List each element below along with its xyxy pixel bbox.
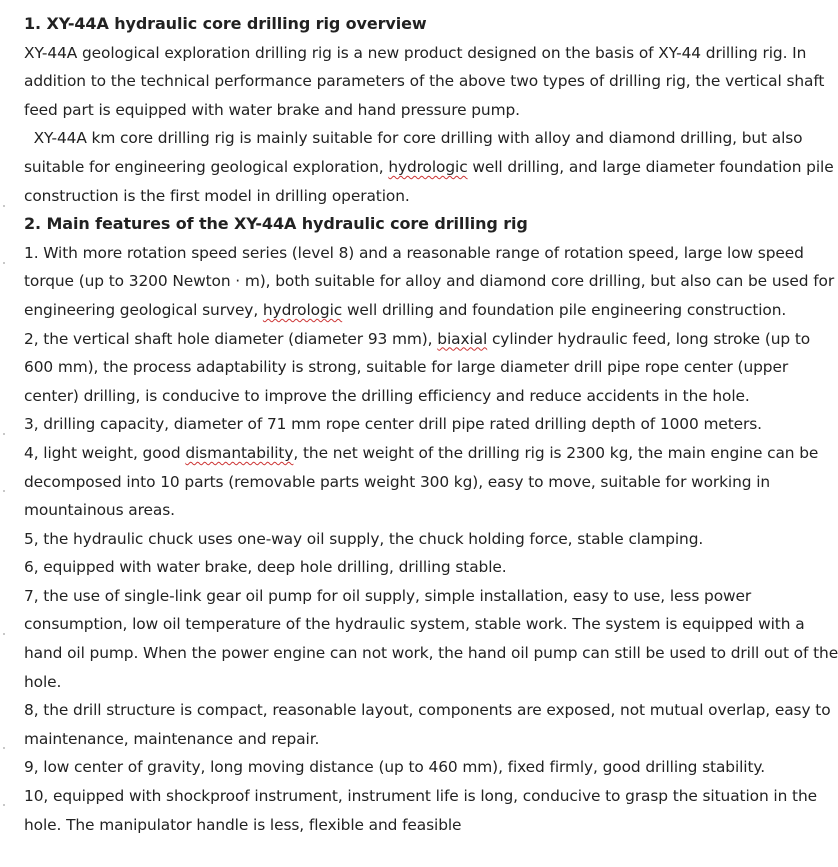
text-line: 8, the drill structure is compact, reasonable layout, components are exposed, not mutual overlap, easy to <box>24 701 831 720</box>
text-line: hole. <box>24 672 62 691</box>
text-line: consumption, low oil temperature of the hydraulic system, stable work. The system is equipped with a <box>24 615 805 634</box>
text-line: 1. With more rotation speed series (level 8) and a reasonable range of rotation speed, large low speed <box>24 243 804 262</box>
text-span: well drilling and foundation pile engineering construction. <box>342 300 787 319</box>
text-line: torque (up to 3200 Newton · m), both suitable for alloy and diamond core drilling, but also can be used for <box>24 272 835 291</box>
text-line: decomposed into 10 parts (removable parts weight 300 kg), easy to move, suitable for working in <box>24 472 771 491</box>
spellcheck-word: dismantability <box>185 443 294 462</box>
text-line: XY-44A km core drilling rig is mainly suitable for core drilling with alloy and diamond drilling, but also <box>24 129 803 148</box>
text-line: hole. The manipulator handle is less, flexible and feasible <box>24 815 462 834</box>
feature-10 <box>24 782 817 839</box>
spellcheck-word: biaxial <box>437 329 488 348</box>
section-heading-features: 2. Main features of the XY-44A hydraulic core drilling rig <box>24 214 528 234</box>
text-span: suitable for engineering geological exploration, <box>24 157 389 176</box>
text-line: 10, equipped with shockproof instrument, instrument life is long, conducive to grasp the situation in the <box>24 787 817 806</box>
document-body <box>24 10 838 839</box>
feature-6: 6, equipped with water brake, deep hole drilling, drilling stable. <box>24 558 507 577</box>
spellcheck-word: hydrologic <box>262 300 343 319</box>
feature-9: 9, low center of gravity, long moving distance (up to 460 mm), fixed firmly, good drilling stability. <box>24 758 766 777</box>
text-line: 7, the use of single-link gear oil pump for oil supply, simple installation, easy to use, less power <box>24 586 752 605</box>
feature-3: 3, drilling capacity, diameter of 71 mm rope center drill pipe rated drilling depth of 1000 meters. <box>24 415 762 434</box>
feature-2 <box>24 325 811 411</box>
text-line: addition to the technical performance parameters of the above two types of drilling rig, the vertical shaft <box>24 72 825 91</box>
text-line <box>24 296 786 325</box>
text-line <box>24 325 811 354</box>
text-line: 600 mm), the process adaptability is strong, suitable for large diameter drill pipe rope center (upper <box>24 358 789 377</box>
text-line: feed part is equipped with water brake and hand pressure pump. <box>24 100 520 119</box>
feature-5: 5, the hydraulic chuck uses one-way oil supply, the chuck holding force, stable clamping. <box>24 529 704 548</box>
feature-1 <box>24 239 835 325</box>
text-line <box>24 153 834 182</box>
overview-paragraph-1 <box>24 39 825 125</box>
text-span: 4, light weight, good <box>24 443 186 462</box>
text-span: well drilling, and large diameter foundation pile <box>467 157 834 176</box>
feature-7 <box>24 582 838 696</box>
text-line: XY-44A geological exploration drilling rig is a new product designed on the basis of XY-44 drilling rig. In <box>24 43 807 62</box>
overview-paragraph-2 <box>24 124 834 210</box>
section-heading-overview: 1. XY-44A hydraulic core drilling rig overview <box>24 14 427 33</box>
text-line: center) drilling, is conducive to improve the drilling efficiency and reduce accidents in the hole. <box>24 386 750 405</box>
text-span: , the net weight of the drilling rig is 2300 kg, the main engine can be <box>293 443 819 462</box>
text-line: mountainous areas. <box>24 501 175 520</box>
text-line: construction is the first model in drilling operation. <box>24 186 410 205</box>
text-span: cylinder hydraulic feed, long stroke (up to <box>487 329 811 348</box>
text-span: engineering geological survey, <box>24 300 263 319</box>
text-line: hand oil pump. When the power engine can not work, the hand oil pump can still be used to drill out of the <box>24 644 838 663</box>
text-line: maintenance, maintenance and repair. <box>24 729 320 748</box>
feature-8 <box>24 696 831 753</box>
text-line <box>24 439 819 468</box>
text-span: 2, the vertical shaft hole diameter (diameter 93 mm), <box>24 329 438 348</box>
spellcheck-word: hydrologic <box>388 157 468 176</box>
feature-4 <box>24 439 819 525</box>
